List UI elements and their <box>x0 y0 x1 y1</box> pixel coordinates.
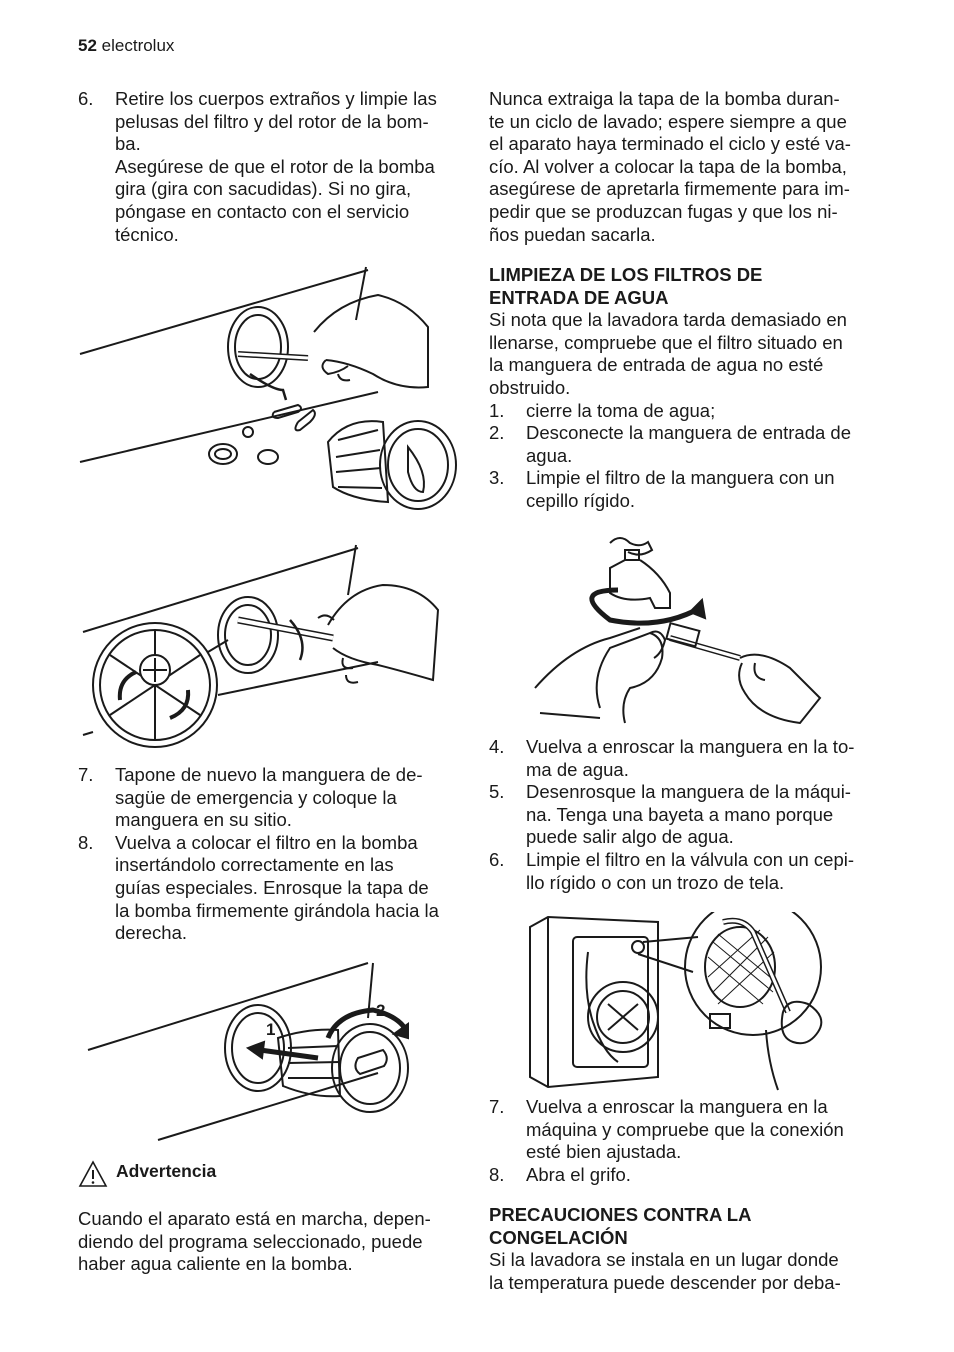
list-item: 8. Abra el grifo. <box>489 1163 631 1185</box>
figure-label-1: 1 <box>266 1020 276 1039</box>
figure-pump-filter-cleaning <box>78 262 463 512</box>
warning-icon <box>78 1160 108 1188</box>
steps-7-8-right <box>489 1096 879 1186</box>
figure-pump-rotor-check <box>78 540 463 755</box>
steps-4-6 <box>489 736 879 894</box>
section-title-freezing: PRECAUCIONES CONTRA LA CONGELACIÓN <box>489 1204 752 1248</box>
warning-title: Advertencia <box>116 1161 217 1181</box>
figure-hose-filter-brush <box>530 528 830 728</box>
step-6: 6. Retire los cuerpos extraños y limpie las pelusas del filtro y del rotor de la bom- ba. Asegúrese de que el rotor de la bomba gira (gira con sacudidas). Si no gira, póngase en contacto con el servicio técnico. <box>78 88 437 245</box>
list-item: 5. Desenrosque la manguera de la máqui- na. Tenga una bayeta a mano porque puede salir algo de agua. <box>489 781 851 848</box>
page-number: 52 <box>78 36 97 55</box>
figure-filter-reinsert <box>78 958 463 1143</box>
list-item: 1. cierre la toma de agua; <box>489 399 716 421</box>
intro-paragraph: Nunca extraiga la tapa de la bomba duran- te un ciclo de lavado; espere siempre a que el aparato haya terminado el ciclo y esté va- cío. Al volver a colocar la tapa de la bomba, asegúrese de apretarla firmemente para im- pedir que se produzcan fugas y que los ni- ños puedan sacarla. <box>489 88 851 245</box>
steps-7-8: 7. Tapone de nuevo la manguera de de- sagüe de emergencia y coloque la manguera en su sitio. 8. Vuelva a colocar el filtro en la bomba insertándolo correctamente en las guías especiales. Enrosque la tapa de la bomba firmemente girándola hacia la derecha. <box>78 764 439 944</box>
section-inlet-filters: LIMPIEZA DE LOS FILTROS DE ENTRADA DE AGUA Si nota que la lavadora tarda demasiado en llenarse, compruebe que el filtro situado en la manguera de entrada de agua no esté obstruido. 1. cierre la toma de agua; 2. Desconecte la manguera de entrada de agua. 3. Limpie el filtro de la manguera con un cepillo rígido. <box>489 264 879 513</box>
list-item: 7. Vuelva a enroscar la manguera en la máquina y compruebe que la conexión esté bien ajustada. <box>489 1096 844 1163</box>
brand-name: electrolux <box>101 36 175 55</box>
section-title-inlet-filters: LIMPIEZA DE LOS FILTROS DE ENTRADA DE AGUA <box>489 264 763 308</box>
list-item: 4. Vuelva a enroscar la manguera en la to- ma de agua. <box>489 736 855 780</box>
warning-block: Advertencia Cuando el aparato está en marcha, depen- diendo del programa seleccionado, puede haber agua caliente en la bomba. <box>78 1161 431 1275</box>
list-item: 3. Limpie el filtro de la manguera con un cepillo rígido. <box>489 467 835 511</box>
section-freezing: PRECAUCIONES CONTRA LA CONGELACIÓN Si la lavadora se instala en un lugar donde la temperatura puede descender por deba- <box>489 1204 879 1294</box>
list-item: 6. Limpie el filtro en la válvula con un cepi- llo rígido o con un trozo de tela. <box>489 848 855 893</box>
figure-label-2: 2 <box>376 1001 386 1020</box>
list-item: 2. Desconecte la manguera de entrada de agua. <box>489 422 851 466</box>
figure-machine-valve-filter <box>528 912 833 1092</box>
page-header <box>78 36 174 56</box>
